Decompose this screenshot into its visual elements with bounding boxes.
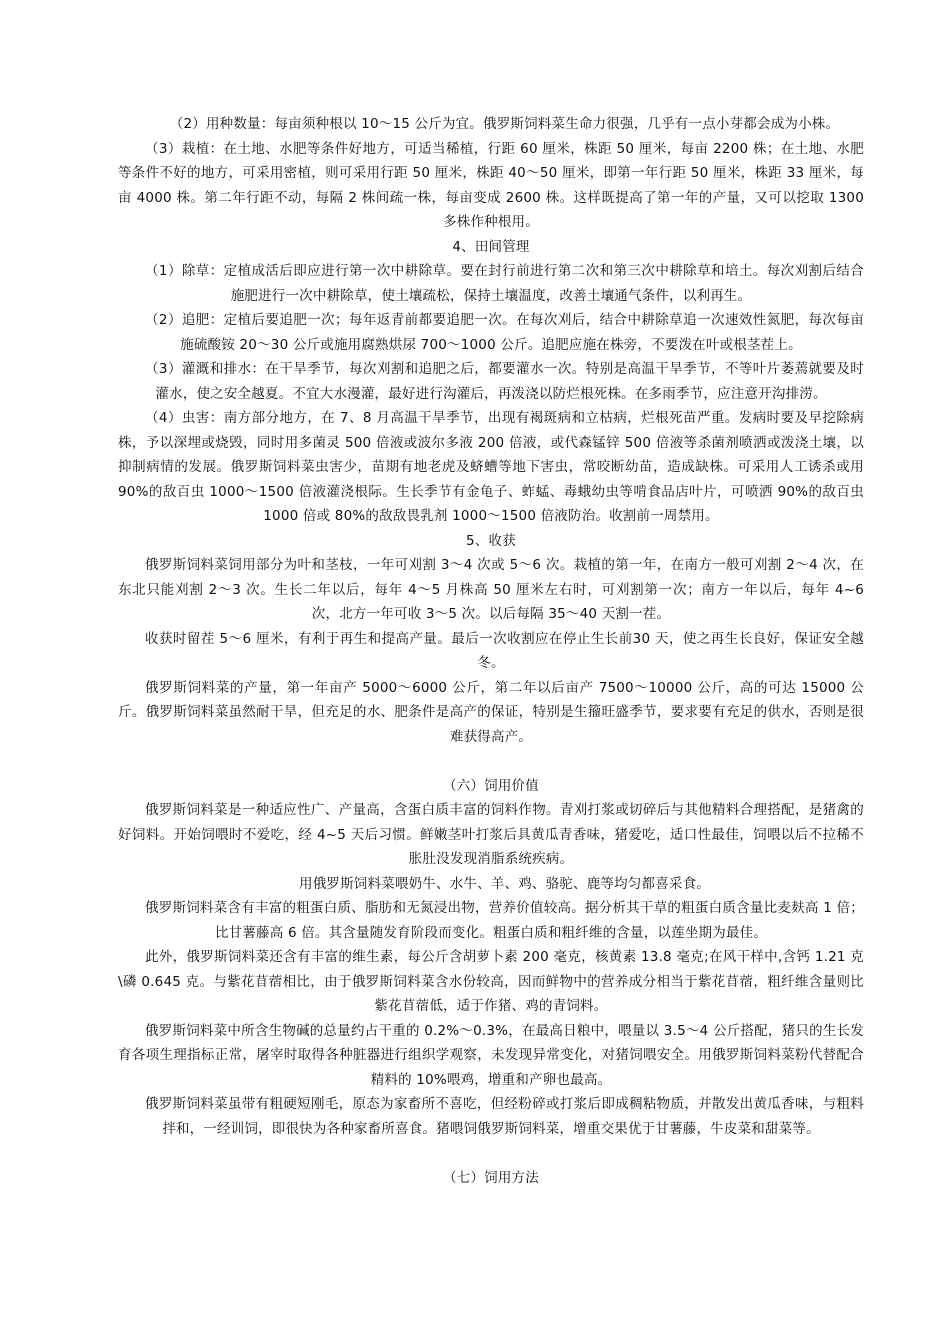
paragraph-livestock: 用俄罗斯饲料菜喂奶牛、水牛、羊、鸡、骆驼、鹿等均匀都喜采食。: [299, 875, 710, 892]
heading-feeding-value: （六）饲用价值: [443, 777, 539, 794]
paragraph-protein: 俄罗斯饲料菜含有丰富的粗蛋白质、脂肪和无氮浸出物，营养价值较高。据分析其干草的粗蛋白质含量比麦麸高 1 倍；比甘薯藤高 6 倍。其含量随发育阶段而变化。粗蛋白质和粗纤维的含量，以莲坐期为最佳。: [145, 900, 864, 941]
paragraph-vitamins: 此外，俄罗斯饲料菜还含有丰富的维生素，每公斤含胡萝卜素 200 毫克，核黄素 13.8 毫克;在风干样中,含钙 1.21 克\磷 0.645 克。与紫花苜蓿相比，由于俄罗斯饲料菜含水份较高，因而鲜物中的营养成分相当于紫花苜蓿，粗纤维含量则比紫花苜蓿低，适于作猪、鸡的青饲料。: [118, 949, 864, 1014]
paragraph-pests: （4）虫害：南方部分地方，在 7、8 月高温干旱季节，出现有褐斑病和立枯病，烂根死苗严重。发病时要及早挖除病株，予以深埋或烧毁，同时用多菌灵 500 倍液或波尔多液 200 倍液，或代森锰锌 500 倍液等杀菌剂喷洒或泼浇土壤，以抑制病情的发展。俄罗斯饲料菜虫害少，苗期有地老虎及蛴螬等地下害虫，常咬断幼苗，造成缺株。可采用人工诱杀或用 90%的敌百虫 1000～1500 倍液灌浇根际。生长季节有金龟子、蚱蜢、毒蛾幼虫等啃食品店叶片，可喷洒 90%的敌百虫 1000 倍或 80%的敌敌畏乳剂 1000～1500 倍液防治。收割前一周禁用。: [118, 410, 864, 524]
paragraph-planting: （3）栽植：在土地、水肥等条件好地方，可适当稀植，行距 60 厘米，株距 50 厘米，每亩 2200 株；在土地、水肥等条件不好的地方，可采用密植，则可采用行距 50 厘米，株距 40～50 厘米，即第一年行距 50 厘米，株距 33 厘米，每亩 4000 株。第二年行距不动，每隔 2 株间疏一株，每亩变成 2600 株。这样既提高了第一年的产量，又可以挖取 1300 多株作种根用。: [118, 140, 864, 230]
paragraph-irrigation: （3）灌溉和排水：在干旱季节，每次刈割和追肥之后，都要灌水一次。特别是高温干旱季节，不等叶片萎蔫就要及时灌水，使之安全越夏。不宜大水漫灌，最好进行沟灌后，再泼浇以防烂根死株。在多雨季节，应注意开沟排涝。: [145, 361, 864, 402]
paragraph-stubble: 收获时留茬 5～6 厘米，有利于再生和提高产量。最后一次收割应在停止生长前30 天，使之再生长良好，保证安全越冬。: [145, 630, 864, 671]
heading-feeding-method: （七）饲用方法: [443, 1169, 539, 1186]
paragraph-harvest-frequency: 俄罗斯饲料菜饲用部分为叶和茎枝，一年可刈割 3～4 次或 5～6 次。栽植的第一年，在南方一般可刈割 2～4 次，在东北只能刈割 2～3 次。生长二年以后，每年 4～5 月株高 50 厘米左右时，可刈割第一次；南方一年以后，每年 4~6 次，北方一年可收 3～5 次。以后每隔 35～40 天割一茬。: [118, 557, 864, 622]
paragraph-bristles: 俄罗斯饲料菜虽带有粗硬短刚毛，原态为家畜所不喜吃，但经粉碎或打浆后即成稠粘物质，并散发出黄瓜香味，与粗料拌和，一经训饲，即很快为各种家畜所喜食。猪喂饲俄罗斯饲料菜，增重交果优于甘薯藤，牛皮菜和甜菜等。: [145, 1096, 864, 1137]
paragraph-yield: 俄罗斯饲料菜的产量，第一年亩产 5000～6000 公斤，第二年以后亩产 7500～10000 公斤，高的可达 15000 公斤。俄罗斯饲料菜虽然耐干旱，但充足的水、肥条件是高产的保证，特别是生籀旺盛季节，要求要有充足的供水，否则是很难获得高产。: [118, 679, 864, 745]
paragraph-fertilizing: （2）追肥：定植后要追肥一次；每年返青前都要追肥一次。在每次刈后，结合中耕除草追一次速效性氮肥，每次每亩施硫酸铵 20～30 公斤或施用腐熟烘尿 700～1000 公斤。追肥应施在株旁，不要泼在叶或根茎茬上。: [145, 312, 864, 353]
heading-field-management: 4、田间管理: [452, 238, 530, 255]
document-page: [118, 112, 864, 1190]
section-gap: [118, 1141, 864, 1166]
paragraph-seed-quantity: （2）用种数量：每亩须种根以 10～15 公斤为宜。俄罗斯饲料菜生命力很强，几乎有一点小芽都会成为小株。: [169, 116, 840, 132]
paragraph-weeding: （1）除草：定植成活后即应进行第一次中耕除草。要在封行前进行第二次和第三次中耕除草和培土。每次刈割后结合施肥进行一次中耕除草，使土壤疏松，保持土壤温度，改善土壤通气条件，以利再生。: [145, 263, 864, 304]
section-gap: [118, 749, 864, 774]
paragraph-feed-intro: 俄罗斯饲料菜是一种适应性广、产量高，含蛋白质丰富的饲料作物。青刈打浆或切碎后与其他精料合理搭配，是猪禽的好饲料。开始饲喂时不爱吃，经 4~5 天后习惯。鲜嫩茎叶打浆后具黄瓜青香味，猪爱吃，适口性最佳，饲喂以后不拉稀不胀肚没发现消脂系统疾病。: [118, 802, 864, 867]
paragraph-alkaloids: 俄罗斯饲料菜中所含生物碱的总量约占干重的 0.2%～0.3%，在最高日粮中，喂量以 3.5～4 公斤搭配，猪只的生长发育各项生理指标正常，屠宰时取得各种脏器进行组织学观察，未发现异常变化，对猪饲喂安全。用俄罗斯饲料菜粉代替配合精料的 10%喂鸡，增重和产卵也最高。: [118, 1022, 864, 1088]
heading-harvest: 5、收获: [466, 532, 516, 549]
